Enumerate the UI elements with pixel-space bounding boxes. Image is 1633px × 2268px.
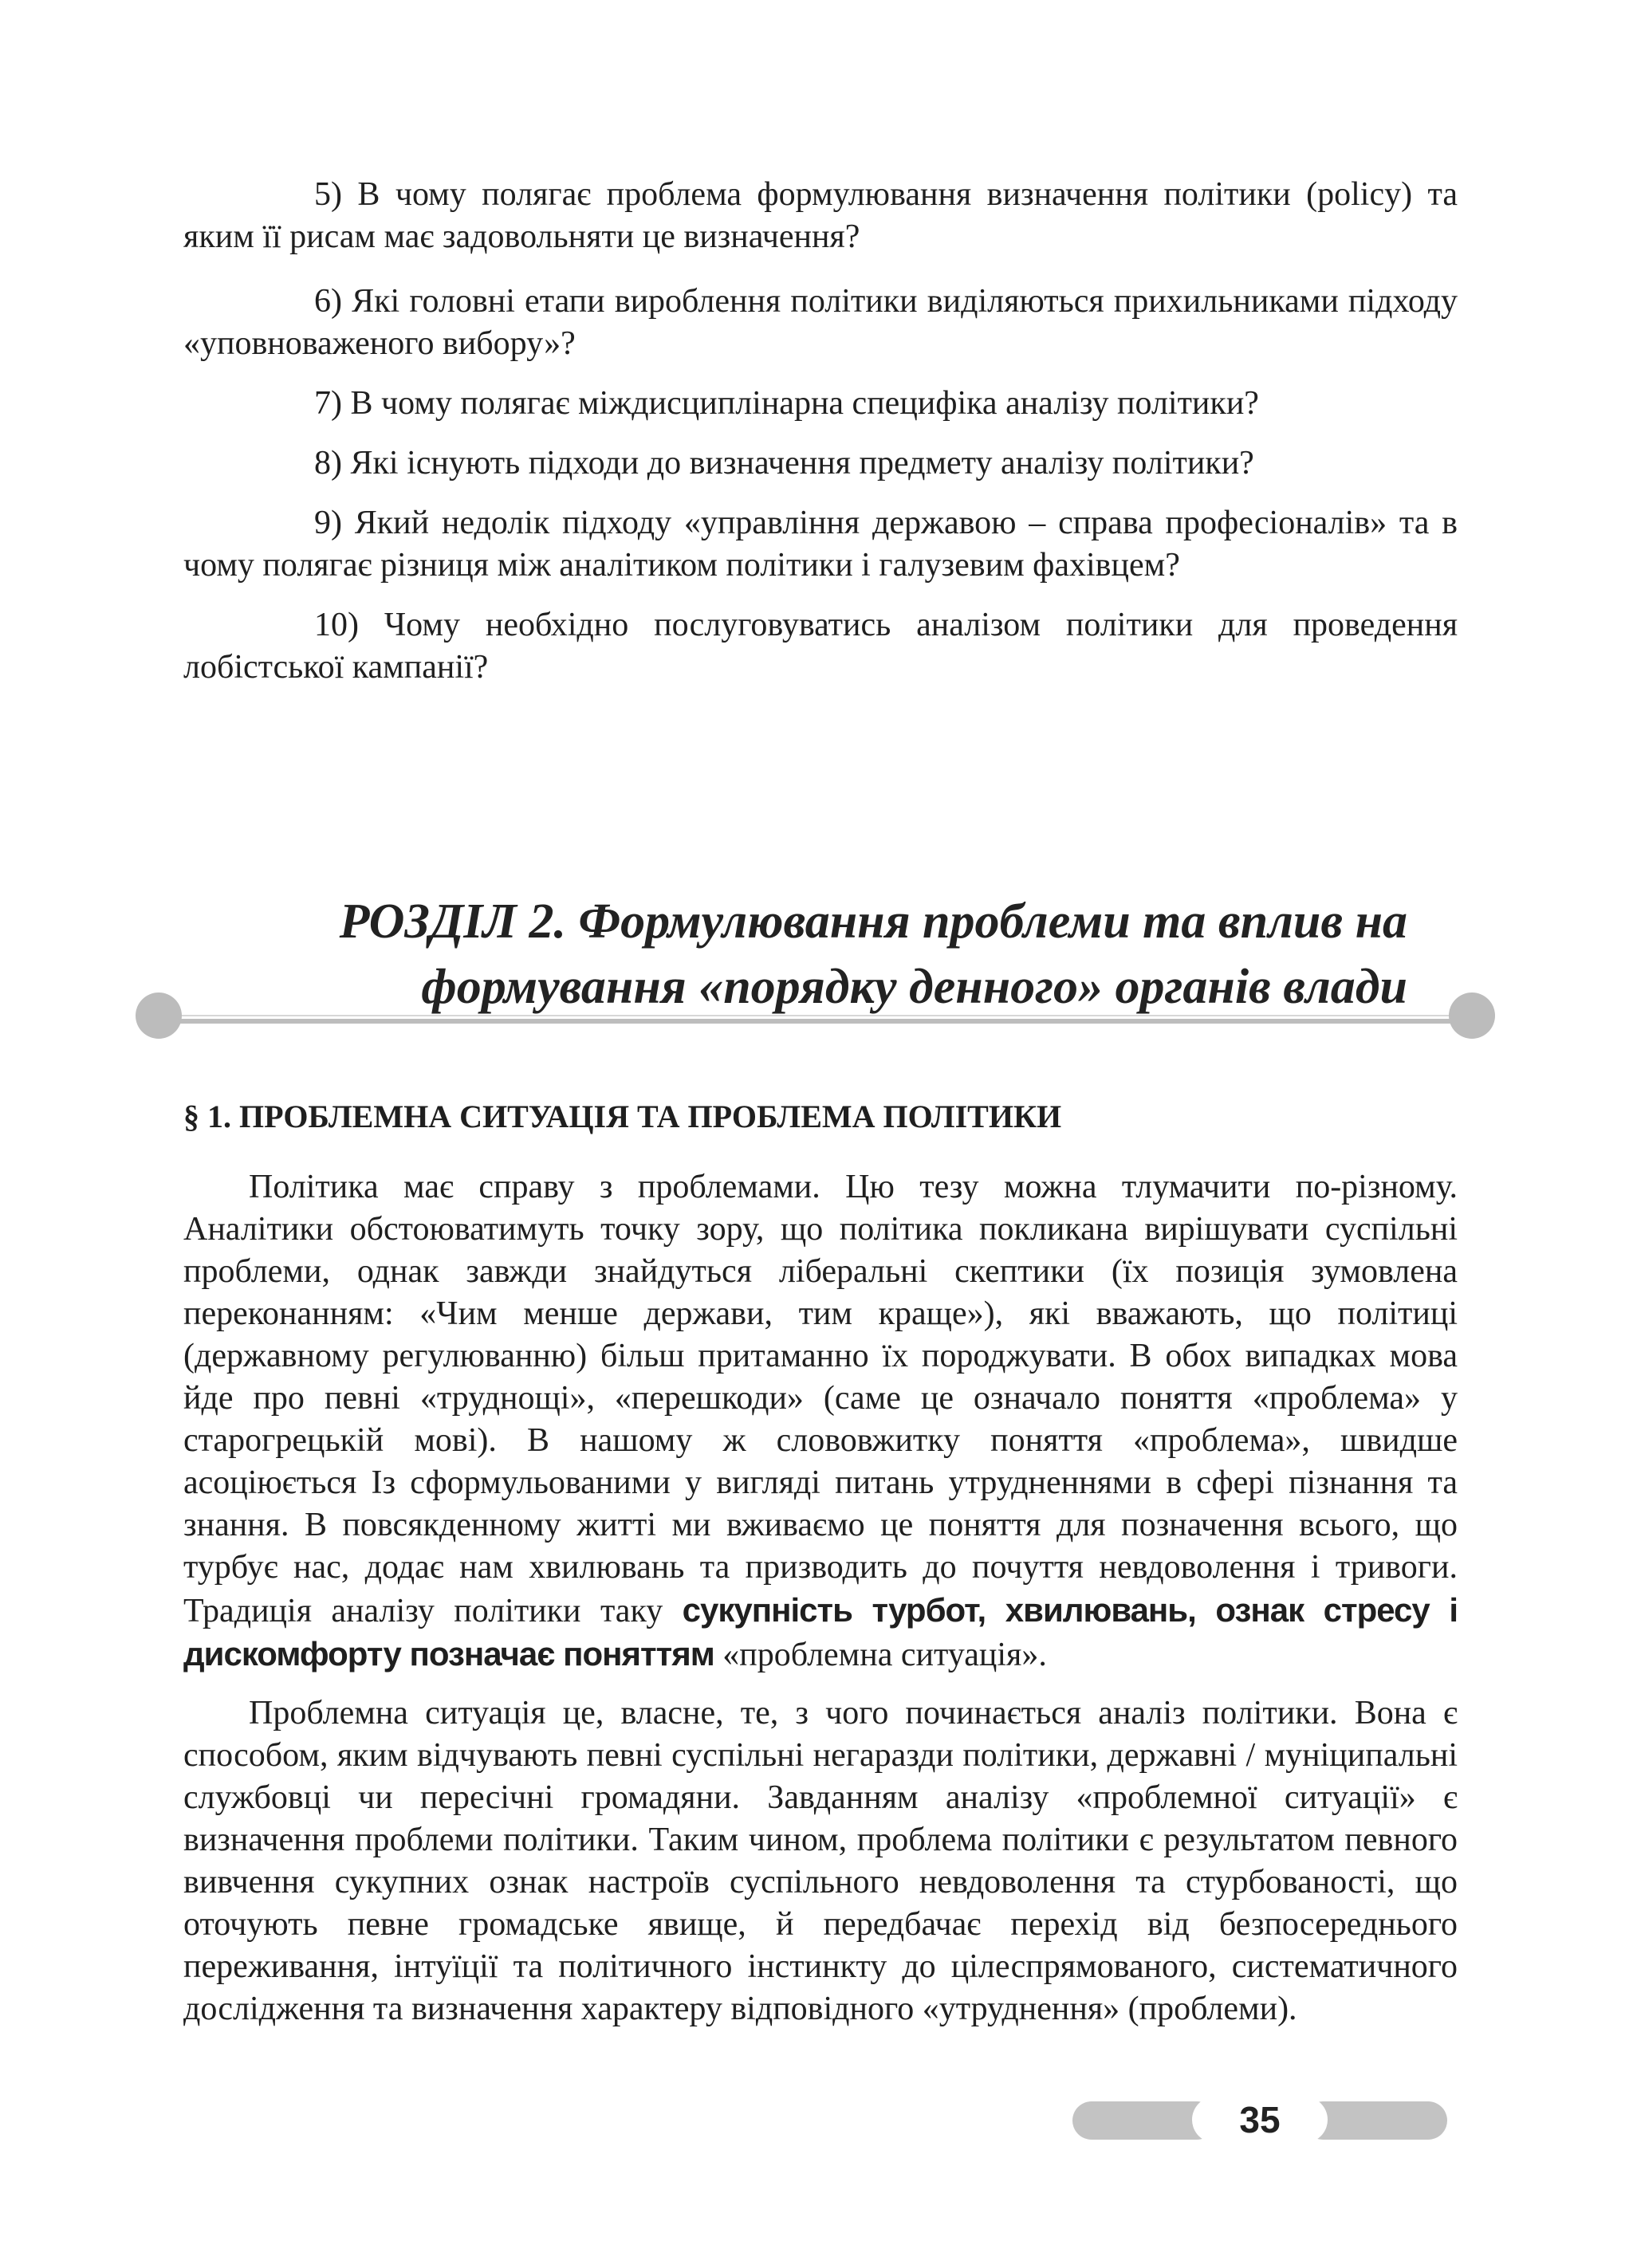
question-text: В чому полягає проблема формулювання визначення політики (policy) та яким її рисам має задовольняти це визначення?: [183, 176, 1458, 255]
chapter-divider: [136, 992, 1495, 1040]
section-paragraph-1: [183, 1166, 1458, 1676]
question-9: [183, 502, 1458, 587]
paragraph-text: Політика має справу з проблемами. Цю тезу можна тлумачити по-різному. Аналітики обстоюватимуть точку зору, що політика покликана вирішувати суспільні проблеми, однак завжди знайдуться ліберальні скептики (їх позиція зумовлена переконанням: «Чим менше держави, тим краще»), які вважають, що політиці (державному регулюванню) більш притаманно їх породжувати. В обох випадках мова йде про певні «труднощі», «перешкоди» (саме це означало поняття «проблема» у старогрецькій мові). В нашому ж слововжитку поняття «проблема», швидше асоціюється Із сформульованими у вигляді питань утрудненнями в сфері пізнання та знання. В повсякденному житті ми вживаємо це поняття для позначення всього, що турбує нас, додає нам хвилювань та призводить до почуття невдоволення і тривоги. Традиція аналізу політики таку: [183, 1169, 1458, 1629]
divider-left-dot: [136, 992, 182, 1039]
divider-line-highlight: [158, 1015, 1473, 1016]
question-number: 8): [314, 445, 342, 482]
question-text: Які головні етапи вироблення політики виділяються прихильниками підходу «уповноваженого вибору»?: [183, 283, 1458, 362]
question-10: [183, 604, 1458, 689]
question-8: [183, 442, 1458, 485]
paragraph-bold-text: сукупність турбот, хвилювань, ознак стресу і дискомфорту позначає поняттям: [183, 1591, 1458, 1673]
question-number: 7): [314, 385, 342, 422]
divider-line: [158, 1019, 1473, 1024]
page-number-bar: [1072, 2097, 1447, 2143]
question-6: [183, 281, 1458, 365]
question-number: 5): [314, 176, 342, 213]
question-number: 9): [314, 505, 342, 541]
question-7: [183, 383, 1458, 425]
section-paragraph-2: Проблемна ситуація це, власне, те, з чого починається аналіз політики. Вона є способом, яким відчувають певні суспільні негаразди політики, державні / муніципальні службовці чи пересічні громадяни. Завданням аналізу «проблемної ситуації» є визначення проблеми політики. Таким чином, проблема політики є результатом певного вивчення сукупних ознак настроїв суспільного невдоволення та стурбованості, що оточують певне громадське явище, й передбачає перехід від безпосереднього переживання, інтуїції та політичного інстинкту до цілеспрямованого, систематичного дослідження та визначення характеру відповідного «утруднення» (проблеми).: [183, 1695, 1458, 2027]
question-text: В чому полягає міждисциплінарна специфіка аналізу політики?: [350, 385, 1259, 422]
question-number: 6): [314, 283, 342, 320]
question-text: Які існують підходи до визначення предмету аналізу політики?: [350, 445, 1254, 482]
question-5: [183, 174, 1458, 258]
paragraph-text-end: «проблемна ситуація».: [714, 1637, 1047, 1673]
question-text: Чому необхідно послуговуватись аналізом політики для проведення лобістської кампанії?: [183, 607, 1458, 686]
chapter-title-line-1: РОЗДІЛ 2. Формулювання проблеми та вплив на: [339, 894, 1407, 949]
chapter-title-line-2: формування «порядку денного» органів влади: [421, 960, 1407, 1014]
divider-right-dot: [1449, 992, 1495, 1039]
page-number: 35: [1192, 2097, 1328, 2143]
section-heading: § 1. ПРОБЛЕМНА СИТУАЦІЯ ТА ПРОБЛЕМА ПОЛІТИКИ: [183, 1099, 1062, 1134]
question-number: 10): [314, 607, 359, 643]
question-text: Який недолік підходу «управління державою – справа професіоналів» та в чому полягає різниця між аналітиком політики і галузевим фахівцем?: [183, 505, 1458, 584]
